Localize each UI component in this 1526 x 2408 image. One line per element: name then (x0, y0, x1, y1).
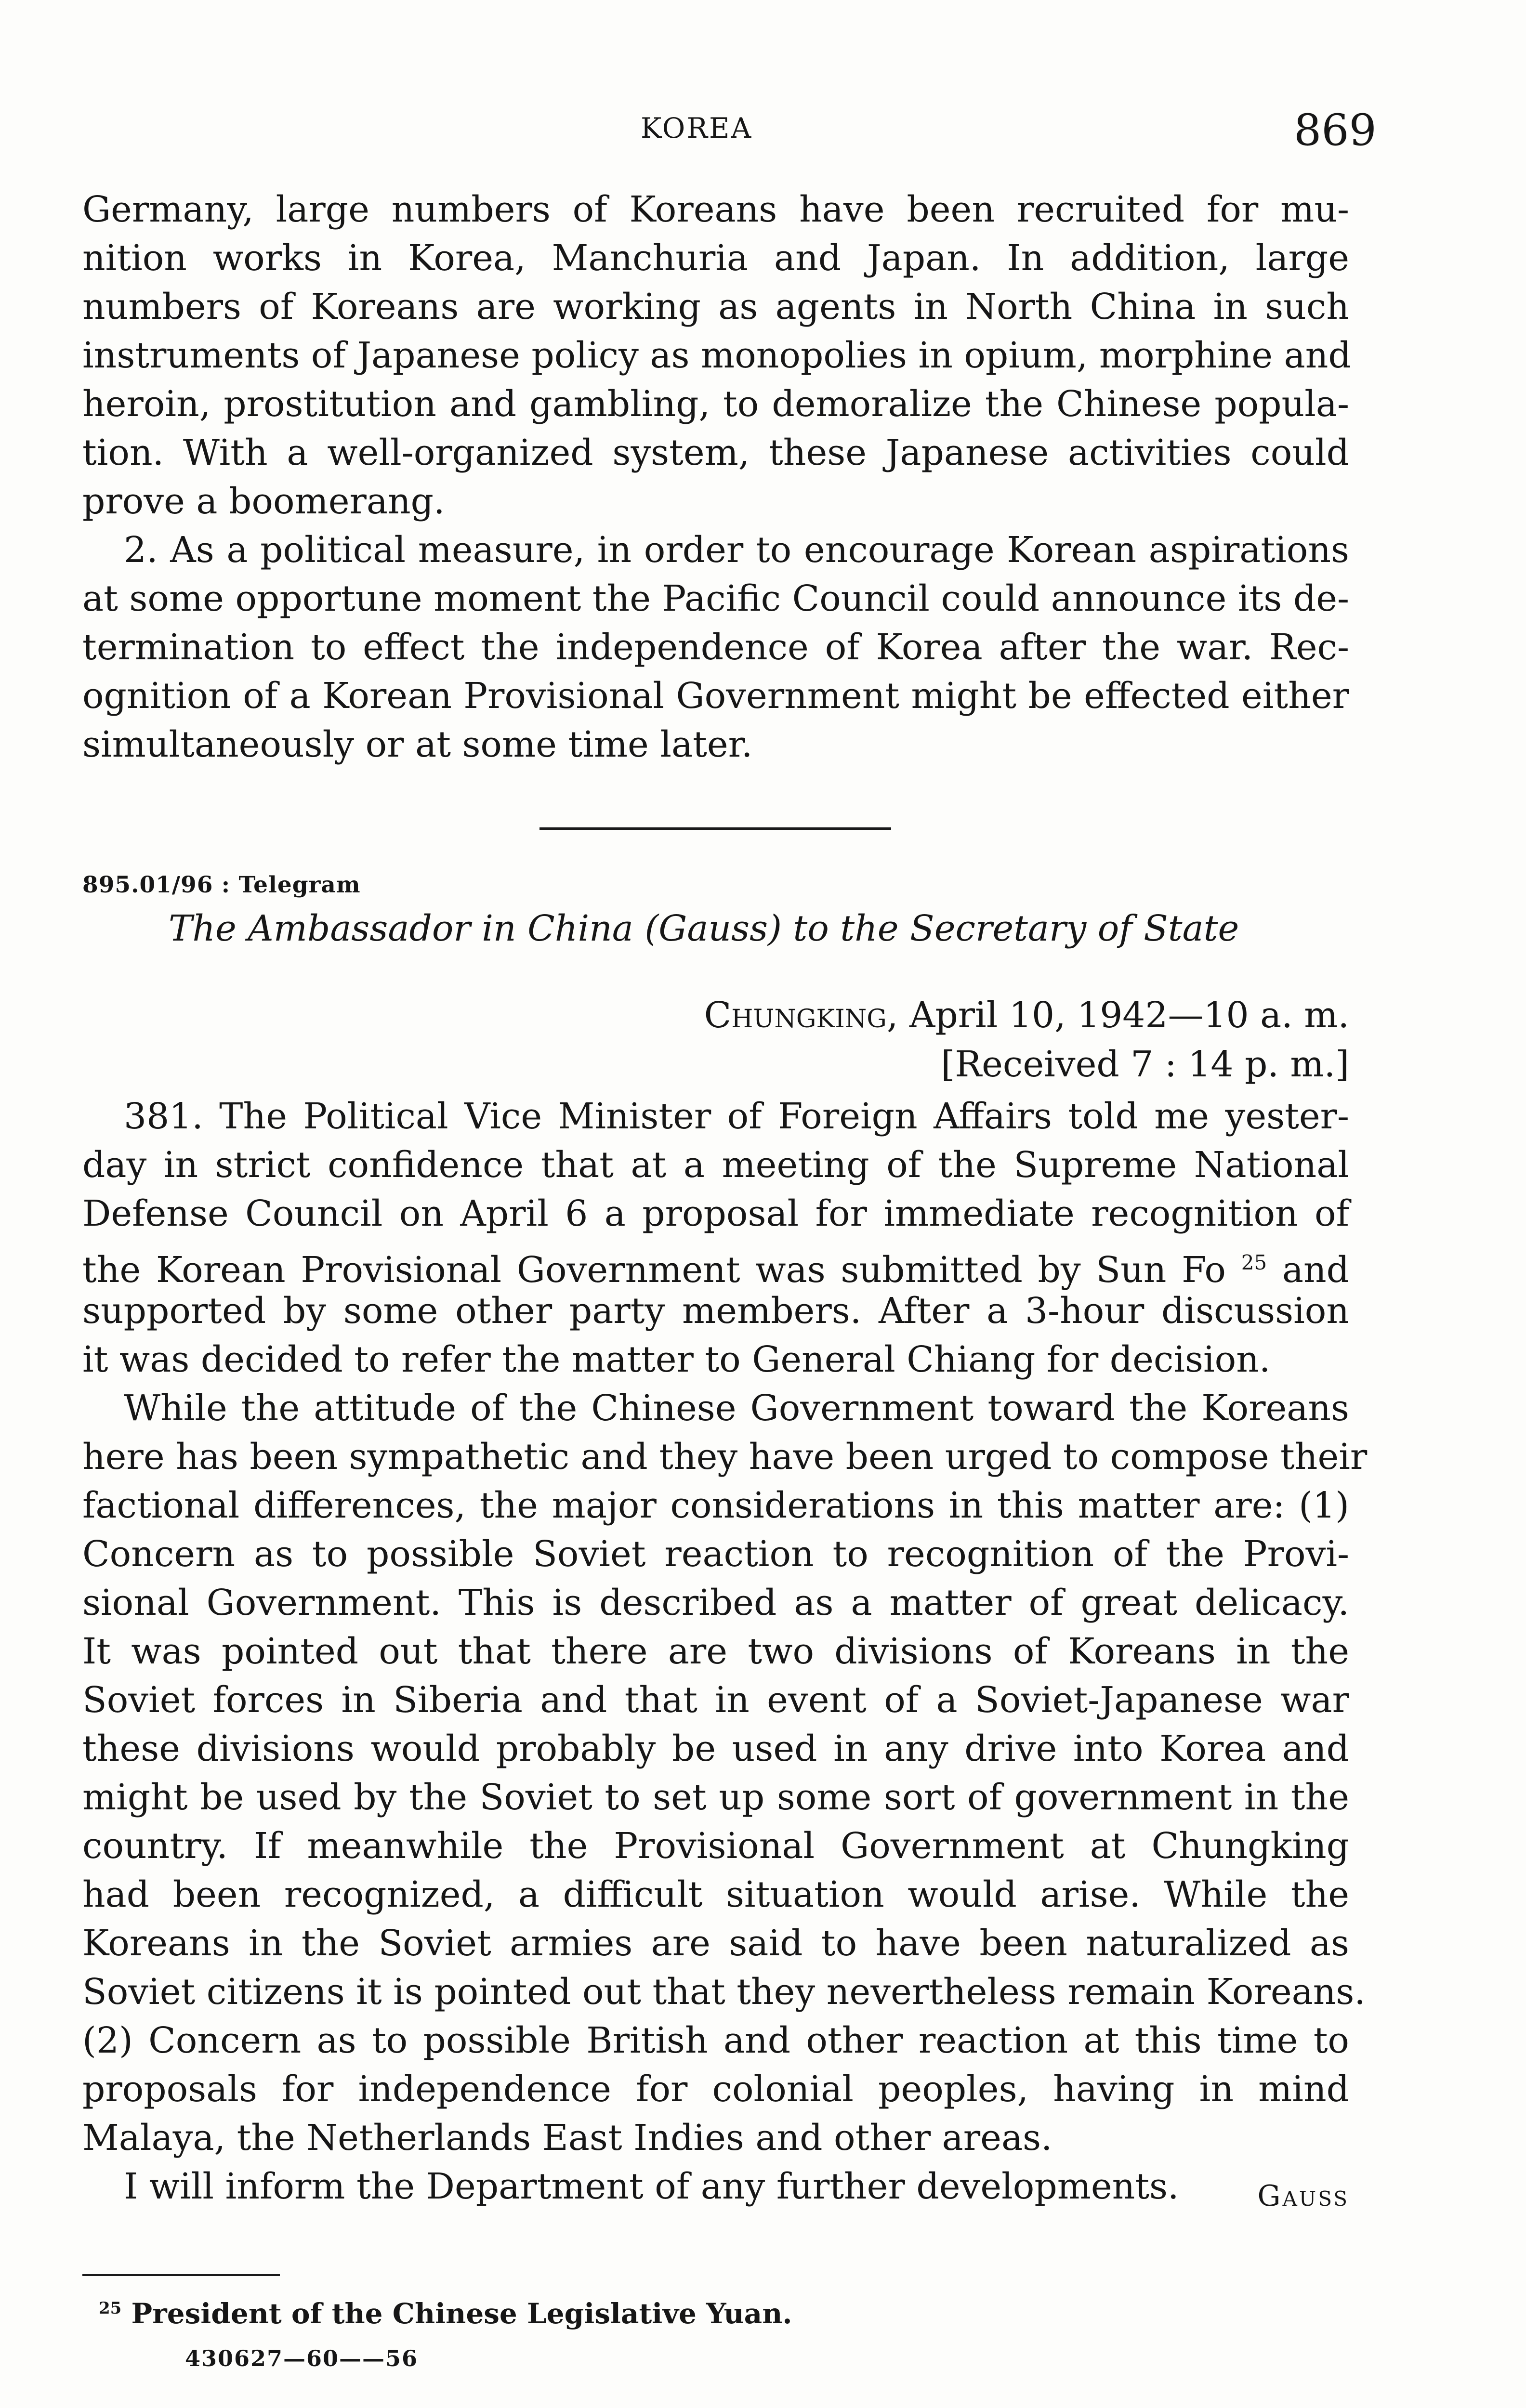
text-line: Defense Council on April 6 a proposal for immediate recognition of (82, 1193, 1349, 1234)
text-line: day in strict confidence that at a meeting of the Supreme National (82, 1144, 1349, 1186)
footnote-divider (82, 2274, 280, 2276)
dateline-date: April 10, 1942—10 a. m. (909, 995, 1349, 1036)
text-line: might be used by the Soviet to set up some sort of government in the (82, 1777, 1349, 1818)
page-number: 869 (1294, 105, 1377, 156)
text-line: 2. As a political measure, in order to encourage Korean aspirations (124, 529, 1349, 571)
text-line: Soviet forces in Siberia and that in event of a Soviet-Japanese war (82, 1679, 1349, 1721)
text-line: 381. The Political Vice Minister of Foreign Affairs told me yester- (124, 1096, 1349, 1137)
text-line: numbers of Koreans are working as agents in North China in such (82, 286, 1349, 327)
text-line: supported by some other party members. After a 3-hour discussion (82, 1290, 1349, 1332)
telegram-body (82, 1092, 1368, 2211)
signature: Gauss (1257, 2179, 1349, 2213)
text-fragment: the Korean Provisional Government was submitted by Sun Fo (82, 1249, 1226, 1291)
running-title: KOREA (641, 112, 753, 144)
text-line: simultaneously or at some time later. (82, 724, 753, 765)
text-line: sional Government. This is described as a matter of great delicacy. (82, 1582, 1349, 1623)
text-line: While the attitude of the Chinese Government toward the Koreans (124, 1387, 1349, 1429)
dateline (704, 995, 1349, 1036)
text-line: factional differences, the major considerations in this matter are: (1) (82, 1485, 1349, 1526)
text-line: (2) Concern as to possible British and other reaction at this time to (82, 2020, 1349, 2061)
text-line: nition works in Korea, Manchuria and Japan. In addition, large (82, 237, 1349, 279)
running-head (0, 105, 1526, 156)
text-line: Soviet citizens it is pointed out that they nevertheless remain Koreans. (82, 1971, 1366, 2013)
text-line: it was decided to refer the matter to General Chiang for decision. (82, 1339, 1271, 1380)
text-line: at some opportune moment the Pacific Council could announce its de- (82, 578, 1349, 619)
text-line: Germany, large numbers of Koreans have been recruited for mu- (82, 189, 1349, 230)
text-line: ognition of a Korean Provisional Government might be effected either (82, 675, 1349, 717)
footnote (99, 2297, 792, 2330)
text-line: country. If meanwhile the Provisional Government at Chungking (82, 1825, 1349, 1867)
dateline-place: Chungking, (704, 995, 898, 1036)
section-divider (539, 827, 891, 830)
text-line: these divisions would probably be used in any drive into Korea and (82, 1728, 1349, 1769)
text-line: I will inform the Department of any further developments. (124, 2166, 1179, 2207)
received-time: [Received 7 : 14 p. m.] (941, 1044, 1349, 1085)
print-code: 430627—60——56 (185, 2345, 419, 2371)
text-line: here has been sympathetic and they have been urged to compose their (82, 1436, 1368, 1478)
file-number: 895.01/96 : Telegram (82, 872, 361, 898)
text-line: termination to effect the independence of Korea after the war. Rec- (82, 627, 1349, 668)
text-line: It was pointed out that there are two divisions of Koreans in the (82, 1631, 1349, 1672)
text-line: tion. With a well-organized system, these Japanese activities could (82, 432, 1349, 473)
text-line: prove a boomerang. (82, 481, 445, 522)
text-line: proposals for independence for colonial peoples, having in mind (82, 2068, 1349, 2110)
text-line: heroin, prostitution and gambling, to demoralize the Chinese popula- (82, 383, 1349, 425)
text-line: had been recognized, a difficult situation would arise. While the (82, 1874, 1349, 1915)
text-line: instruments of Japanese policy as monopolies in opium, morphine and (82, 335, 1351, 376)
text-line: Koreans in the Soviet armies are said to have been naturalized as (82, 1923, 1349, 1964)
text-line-with-reference (82, 1238, 1349, 1291)
text-line: Malaya, the Netherlands East Indies and other areas. (82, 2117, 1052, 2159)
footnote-text: President of the Chinese Legislative Yuan. (131, 2297, 792, 2330)
text-line: Concern as to possible Soviet reaction to recognition of the Provi- (82, 1533, 1349, 1575)
document-heading: The Ambassador in China (Gauss) to the Secretary of State (169, 908, 1239, 949)
footnote-marker: 25 (99, 2299, 122, 2318)
memo-text (82, 185, 1349, 769)
footnote-reference[interactable]: 25 (1241, 1251, 1267, 1274)
text-fragment: and (1267, 1249, 1349, 1291)
